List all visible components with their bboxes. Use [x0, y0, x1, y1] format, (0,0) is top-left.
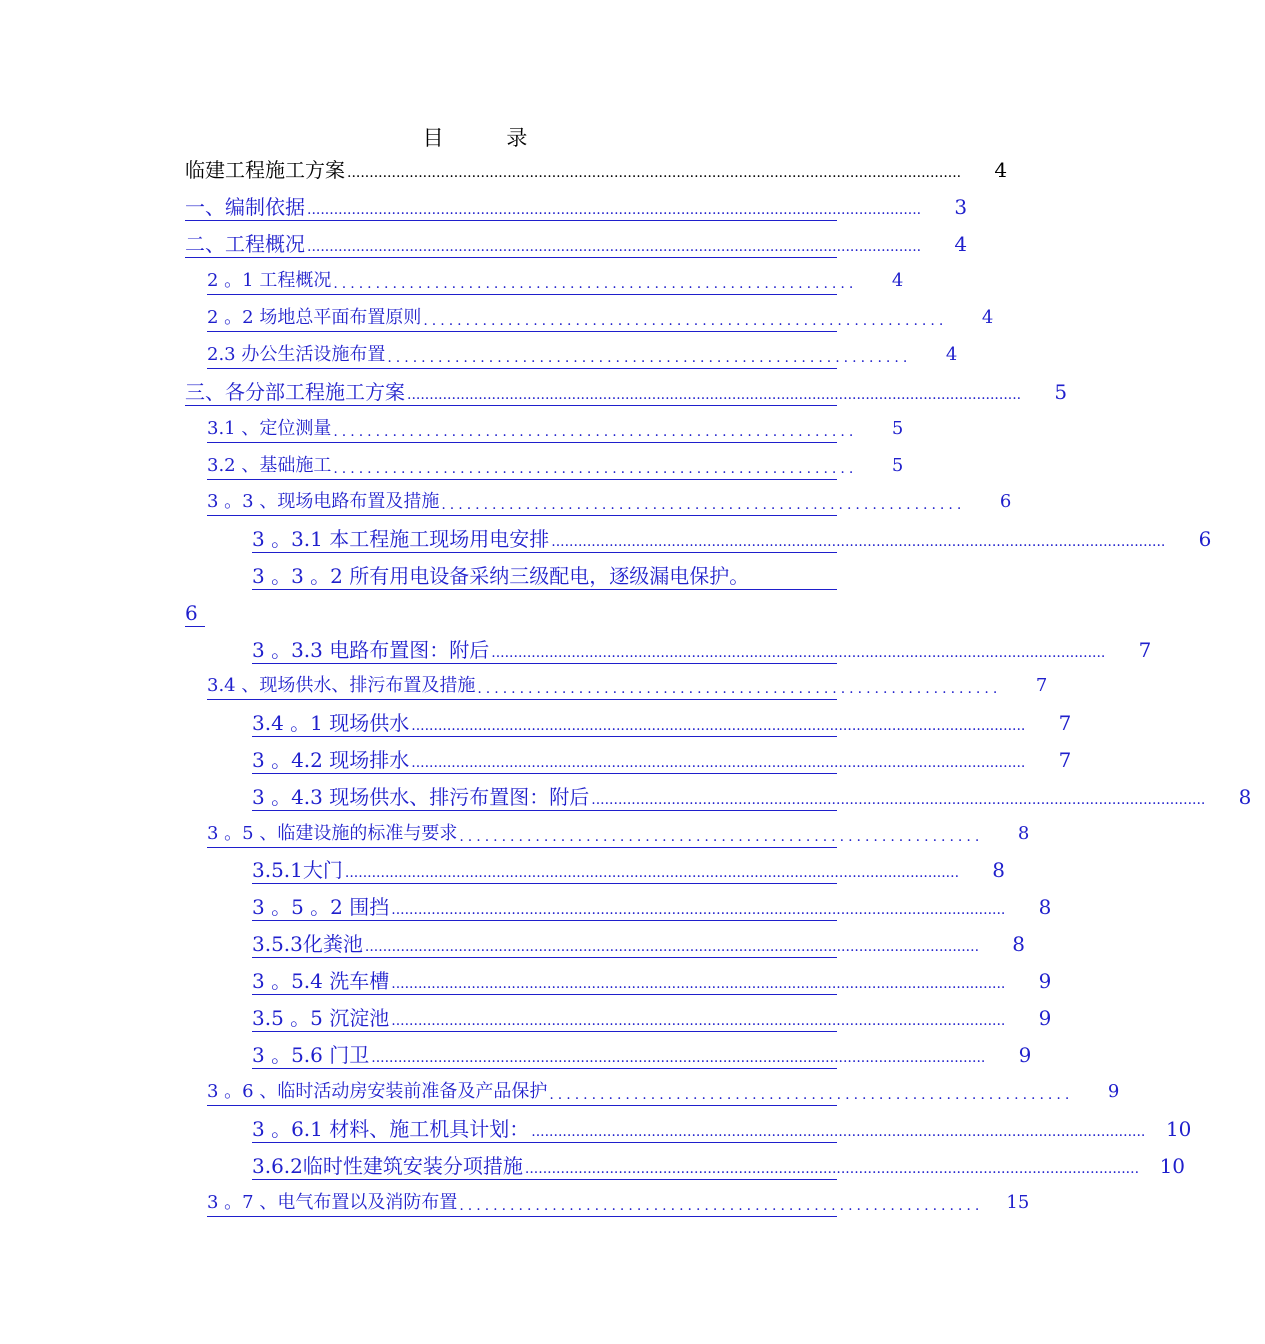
toc-entry-page: 8 [992, 858, 1006, 882]
leader-dots: .......................................................................................................................................... [347, 165, 962, 181]
toc-entry-page: 5 [1054, 380, 1068, 404]
toc-entry-label: 3 。6.1 材料、施工机具计划： [252, 1117, 530, 1141]
toc-entry-label: 2.3 办公生活设施布置 [207, 344, 386, 365]
toc-link[interactable] [252, 857, 1006, 884]
toc-entry-page: 8 [1238, 785, 1252, 809]
toc-entry-page: 8 [1017, 823, 1030, 844]
leader-dots: .............................................................. [333, 276, 858, 292]
toc-link[interactable] [252, 1005, 1052, 1032]
toc-entry-label: 3 。3 。2 所有用电设备采纳三级配电，逐级漏电保护。 [252, 564, 750, 588]
toc-link[interactable] [207, 416, 904, 443]
toc-link[interactable] [207, 268, 904, 295]
toc-link[interactable] [185, 231, 968, 258]
toc-entry-label: 3 。3.3 电路布置图：附后 [252, 638, 490, 662]
toc-link[interactable] [207, 673, 1048, 700]
toc-entry-page: 7 [1058, 748, 1072, 772]
leader-dots: .............................................................. [459, 829, 984, 845]
leader-dots: .......................................................................................................................................... [371, 1050, 986, 1066]
leader-dots: .......................................................................................................................................... [307, 239, 922, 255]
toc-entry-page: 9 [1107, 1081, 1120, 1102]
leader-dots: .......................................................................................................................................... [364, 939, 980, 955]
toc-entry-page: 6 [185, 601, 198, 625]
toc-entry-page: 6 [1198, 527, 1212, 551]
toc-entry-page: 4 [954, 232, 968, 256]
toc-link[interactable] [252, 1042, 1032, 1069]
toc-entry-label: 3.6.2临时性建筑安装分项措施 [252, 1154, 523, 1178]
leader-dots: .......................................................................................................................................... [531, 1124, 1146, 1140]
toc-entry-page: 5 [891, 418, 904, 439]
toc-entry-page: 7 [1138, 638, 1152, 662]
toc-entry-label: 3 。3 、现场电路布置及措施 [207, 491, 440, 512]
toc-entry-page: 5 [891, 455, 904, 476]
toc-entry-label: 3 。4.2 现场排水 [252, 748, 410, 772]
toc-entry-label: 3.4 。1 现场供水 [252, 711, 410, 735]
toc-entry-page: 4 [994, 158, 1008, 182]
toc-link[interactable] [252, 710, 1072, 737]
title-char-1: 目 [422, 126, 444, 150]
toc-entry-label: 3.5.3化粪池 [252, 932, 363, 956]
toc-entry-label: 3.2 、基础施工 [207, 455, 332, 476]
toc-title [0, 122, 950, 152]
toc-entry-label: 3 。3.1 本工程施工现场用电安排 [252, 527, 550, 551]
toc-link[interactable] [252, 526, 1212, 553]
leader-dots: .......................................................................................................................................... [307, 202, 922, 218]
title-char-2: 录 [506, 126, 528, 150]
toc-entry-page: 9 [1038, 1006, 1052, 1030]
toc-entry-label: 3 。5.6 门卫 [252, 1043, 370, 1067]
toc-entry-page: 4 [981, 307, 994, 328]
toc-link[interactable] [252, 747, 1072, 774]
toc-link[interactable] [252, 1153, 1186, 1180]
toc-entry-label: 3 。5 、临建设施的标准与要求 [207, 823, 458, 844]
toc-entry-label: 3 。6 、临时活动房安装前准备及产品保护 [207, 1081, 548, 1102]
leader-dots: .............................................................. [477, 681, 1002, 697]
toc-link[interactable] [207, 1190, 1030, 1217]
leader-dots: .............................................................. [549, 1087, 1074, 1103]
toc-entry-page: 7 [1035, 675, 1048, 696]
toc-link[interactable] [252, 968, 1052, 995]
toc-link[interactable] [185, 194, 968, 221]
toc-entry-page: 8 [1038, 895, 1052, 919]
toc-link[interactable] [252, 931, 1026, 958]
leader-dots: .............................................................. [441, 497, 966, 513]
toc-entry-page: 6 [999, 491, 1012, 512]
leader-dots: .......................................................................................................................................... [407, 387, 1022, 403]
toc-link[interactable] [252, 894, 1052, 921]
toc-entry-label: 临建工程施工方案 [185, 158, 345, 182]
leader-dots: .......................................................................................................................................... [391, 1013, 1006, 1029]
toc-link[interactable] [252, 637, 1152, 664]
toc-entry-page: 3 [954, 195, 968, 219]
toc-link[interactable] [207, 821, 1030, 848]
toc-entry-page: 8 [1012, 932, 1026, 956]
leader-dots: .......................................................................................................................................... [391, 902, 1006, 918]
toc-entry-label: 3 。7 、电气布置以及消防布置 [207, 1192, 458, 1213]
toc-link[interactable] [207, 489, 1012, 516]
leader-dots: .......................................................................................................................................... [411, 718, 1026, 734]
toc-entry-label: 3.5 。5 沉淀池 [252, 1006, 390, 1030]
toc-entry-label: 二、工程概况 [185, 232, 305, 256]
toc-link[interactable] [207, 342, 958, 369]
toc-entry-label: 三、各分部工程施工方案 [185, 380, 405, 404]
toc-entry-page: 15 [1006, 1192, 1030, 1213]
toc-link[interactable] [252, 784, 1252, 811]
toc-entry-page: 4 [945, 344, 958, 365]
leader-dots: .......................................................................................................................................... [411, 755, 1026, 771]
leader-dots: .............................................................. [333, 461, 858, 477]
toc-entry-label: 3.5.1大门 [252, 858, 343, 882]
leader-dots: .............................................................. [459, 1198, 984, 1214]
toc-entry-label: 2 。1 工程概况 [207, 270, 332, 291]
toc-entry-label: 一、编制依据 [185, 195, 305, 219]
toc-entry-page: 10 [1159, 1154, 1186, 1178]
leader-dots: .............................................................. [423, 313, 948, 329]
toc-link[interactable] [207, 1079, 1120, 1106]
leader-dots: .......................................................................................................................................... [391, 976, 1006, 992]
leader-dots: .......................................................................................................................................... [491, 645, 1106, 661]
toc-link[interactable] [207, 453, 904, 480]
toc-entry-page: 9 [1038, 969, 1052, 993]
leader-dots: .......................................................................................................................................... [524, 1161, 1140, 1177]
toc-entry [185, 157, 1008, 183]
toc-link[interactable] [252, 563, 837, 590]
leader-dots: .............................................................. [333, 424, 858, 440]
toc-entry-page: 10 [1165, 1117, 1192, 1141]
toc-entry-label: 3.4 、现场供水、排污布置及措施 [207, 675, 476, 696]
toc-link[interactable] [252, 1116, 1192, 1143]
leader-dots: .......................................................................................................................................... [591, 792, 1206, 808]
toc-entry-page: 4 [891, 270, 904, 291]
leader-dots: .......................................................................................................................................... [344, 865, 960, 881]
toc-entry-label: 3 。5.4 洗车槽 [252, 969, 390, 993]
toc-entry-label: 2 。2 场地总平面布置原则 [207, 307, 422, 328]
toc-entry-label: 3 。5 。2 围挡 [252, 895, 390, 919]
toc-link-page[interactable] [185, 600, 205, 627]
leader-dots: .......................................................................................................................................... [551, 534, 1166, 550]
toc-link[interactable] [185, 379, 1068, 406]
toc-entry-page: 9 [1018, 1043, 1032, 1067]
toc-entry-page: 7 [1058, 711, 1072, 735]
toc-link[interactable] [207, 305, 994, 332]
leader-dots: .............................................................. [387, 350, 912, 366]
toc-entry-label: 3 。4.3 现场供水、排污布置图：附后 [252, 785, 590, 809]
toc-entry-label: 3.1 、定位测量 [207, 418, 332, 439]
